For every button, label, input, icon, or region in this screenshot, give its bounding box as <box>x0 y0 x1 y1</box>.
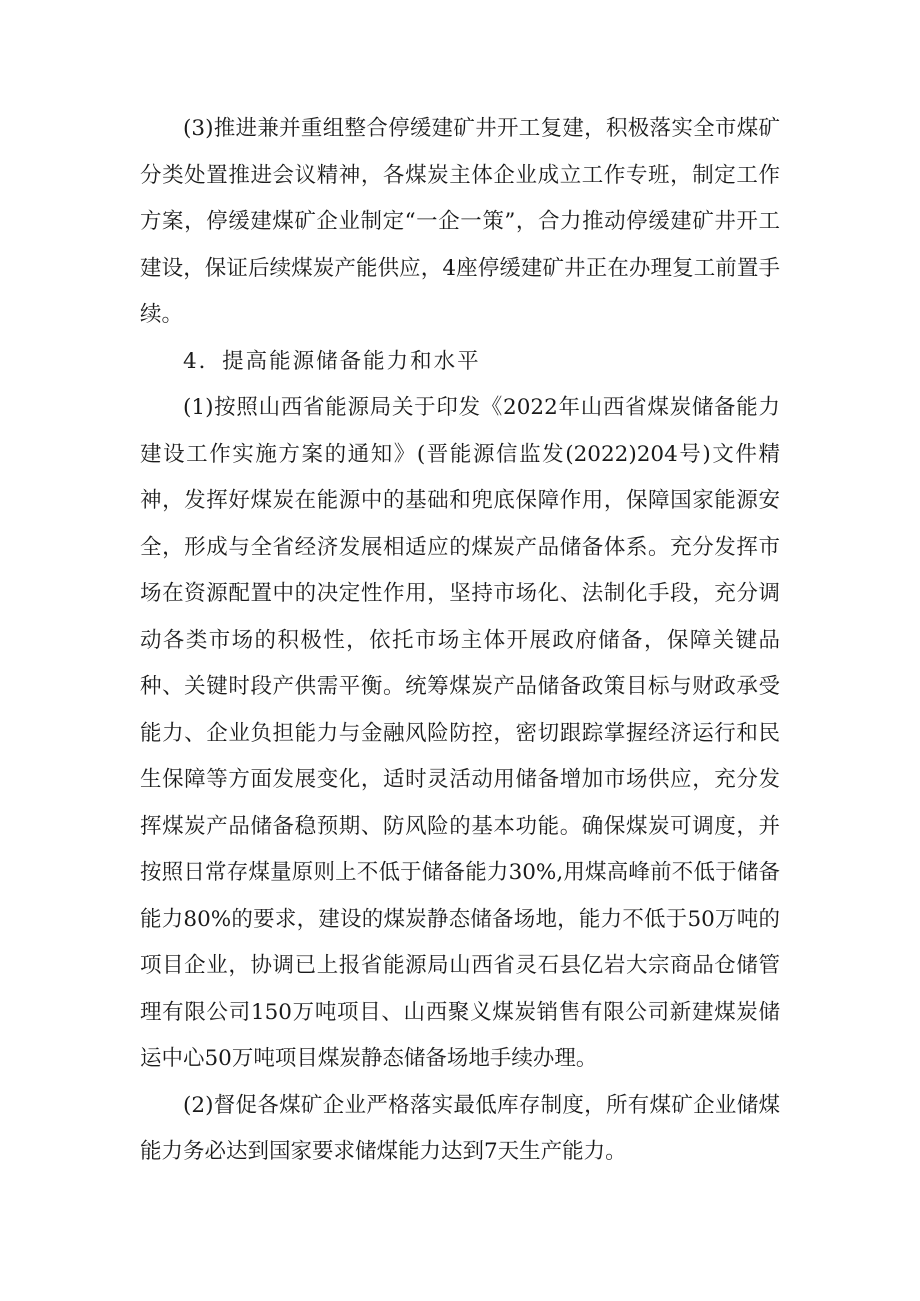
paragraph-1-coal-reserve-plan: (1)按照山西省能源局关于印发《2022年山西省煤炭储备能力建设工作实施方案的通知》(晋能源信监发(2022)204号)文件精神，发挥好煤炭在能源中的基础和兜底保障作用，保障国家能源安全，形成与全省经济发展相适应的煤炭产品储备体系。充分发挥市场在资源配置中的决定性作用，坚持市场化、法制化手段，充分调动各类市场的积极性，依托市场主体开展政府储备，保障关键品种、关键时段产供需平衡。统筹煤炭产品储备政策目标与财政承受能力、企业负担能力与金融风险防控，密切跟踪掌握经济运行和民生保障等方面发展变化，适时灵活动用储备增加市场供应，充分发挥煤炭产品储备稳预期、防风险的基本功能。确保煤炭可调度，并按照日常存煤量原则上不低于储备能力30%,用煤高峰前不低于储备能力80%的要求，建设的煤炭静态储备场地，能力不低于50万吨的项目企业，协调已上报省能源局山西省灵石县亿岩大宗商品仓储管理有限公司150万吨项目、山西聚义煤炭销售有限公司新建煤炭储运中心50万吨项目煤炭静态储备场地手续办理。 <box>140 395 780 1071</box>
document-body <box>140 106 780 1176</box>
paragraph-3-resume-construction: (3)推进兼并重组整合停缓建矿井开工复建，积极落实全市煤矿分类处置推进会议精神，各煤炭主体企业成立工作专班，制定工作方案，停缓建煤矿企业制定“一企一策”，合力推动停缓建矿井开工建设，保证后续煤炭产能供应，4座停缓建矿井正在办理复工前置手续。 <box>140 116 780 327</box>
paragraph-2-minimum-inventory: (2)督促各煤矿企业严格落实最低库存制度，所有煤矿企业储煤能力务必达到国家要求储煤能力达到7天生产能力。 <box>140 1092 780 1164</box>
section-heading-energy-reserve: 4．提高能源储备能力和水平 <box>183 348 481 374</box>
